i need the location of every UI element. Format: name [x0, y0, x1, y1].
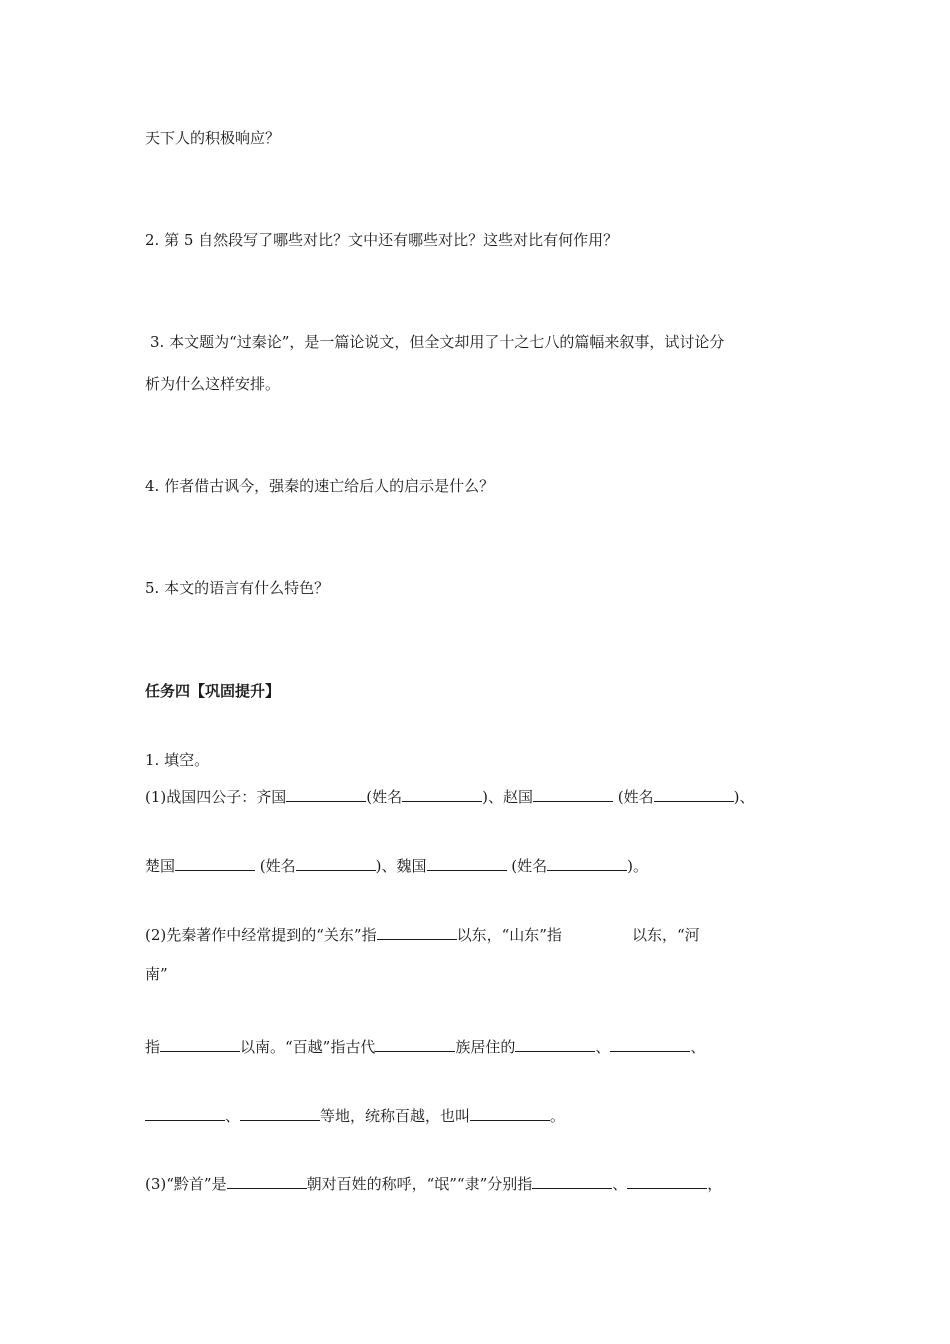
- blank-field[interactable]: [532, 1174, 612, 1189]
- question-4: 4. 作者借古讽今，强秦的速亡给后人的启示是什么？: [145, 477, 495, 495]
- blank-field[interactable]: [515, 1037, 595, 1052]
- text: 、: [225, 1107, 241, 1125]
- text: 、: [595, 1038, 611, 1056]
- text: 以东，“山东”指: [456, 926, 562, 944]
- blank-field[interactable]: [145, 1106, 225, 1121]
- text: )、魏国: [375, 857, 427, 875]
- text: ，: [707, 1175, 723, 1193]
- question-3-line-2: 析为什么这样安排。: [145, 375, 281, 393]
- question-2: 2. 第 5 自然段写了哪些对比？文中还有哪些对比？这些对比有何作用？: [145, 231, 619, 249]
- text: 族居住的: [455, 1038, 516, 1056]
- blank-field[interactable]: [375, 1037, 455, 1052]
- text: )、赵国: [482, 788, 533, 806]
- text: (2)先秦著作中经常提到的“关东”指: [145, 926, 377, 944]
- question-3-line-1: 3. 本文题为“过秦论”，是一篇论说文，但全文却用了十之七八的篇幅来叙事，试讨论分: [150, 333, 725, 351]
- fill-item-2-line-3: [145, 1037, 705, 1057]
- blank-field[interactable]: [547, 856, 627, 871]
- fill-item-2-line-4: [145, 1106, 565, 1126]
- blank-field[interactable]: [654, 787, 734, 802]
- blank-field[interactable]: [470, 1106, 550, 1121]
- text: 楚国: [145, 857, 176, 875]
- text: )。: [627, 857, 648, 875]
- blank-field[interactable]: [402, 787, 482, 802]
- text: (姓名: [255, 857, 296, 875]
- fill-item-2-line-1: [145, 925, 700, 945]
- text: 。: [550, 1107, 566, 1125]
- fill-item-3-line-1: [145, 1174, 722, 1194]
- text: 以南。“百越”指古代: [240, 1038, 376, 1056]
- blank-field[interactable]: [160, 1037, 240, 1052]
- text: )、: [733, 788, 755, 806]
- text: 、: [690, 1038, 706, 1056]
- text: (3)“黔首”是: [145, 1175, 227, 1193]
- blank-field[interactable]: [296, 856, 376, 871]
- blank-field[interactable]: [610, 1037, 690, 1052]
- fill-item-1-line-2: [145, 856, 648, 876]
- question-5: 5. 本文的语言有什么特色？: [145, 579, 330, 597]
- question-1-continuation: 天下人的积极响应？: [145, 129, 281, 147]
- blank-field[interactable]: [427, 856, 507, 871]
- text: 指: [145, 1038, 161, 1056]
- blank-field[interactable]: [175, 856, 255, 871]
- blank-field[interactable]: [286, 787, 366, 802]
- text: (姓名: [506, 857, 548, 875]
- blank-field[interactable]: [227, 1174, 307, 1189]
- text: 等地，统称百越，也叫: [320, 1107, 471, 1125]
- text: 以东，“河: [631, 926, 700, 944]
- blank-field[interactable]: [533, 787, 613, 802]
- text: (姓名: [612, 788, 654, 806]
- fill-blank-title: 1. 填空。: [145, 751, 210, 769]
- text: 、: [612, 1175, 628, 1193]
- text: (1)战国四公子：齐国: [145, 788, 287, 806]
- text: (姓名: [366, 788, 403, 806]
- blank-field[interactable]: [240, 1106, 320, 1121]
- blank-field[interactable]: [627, 1174, 707, 1189]
- blank-field[interactable]: [377, 925, 457, 940]
- task-4-heading: 任务四【巩固提升】: [145, 682, 281, 700]
- fill-item-1-line-1: [145, 787, 754, 807]
- fill-item-2-line-2: 南”: [145, 965, 168, 983]
- text: 朝对百姓的称呼，“氓”“隶”分别指: [306, 1175, 533, 1193]
